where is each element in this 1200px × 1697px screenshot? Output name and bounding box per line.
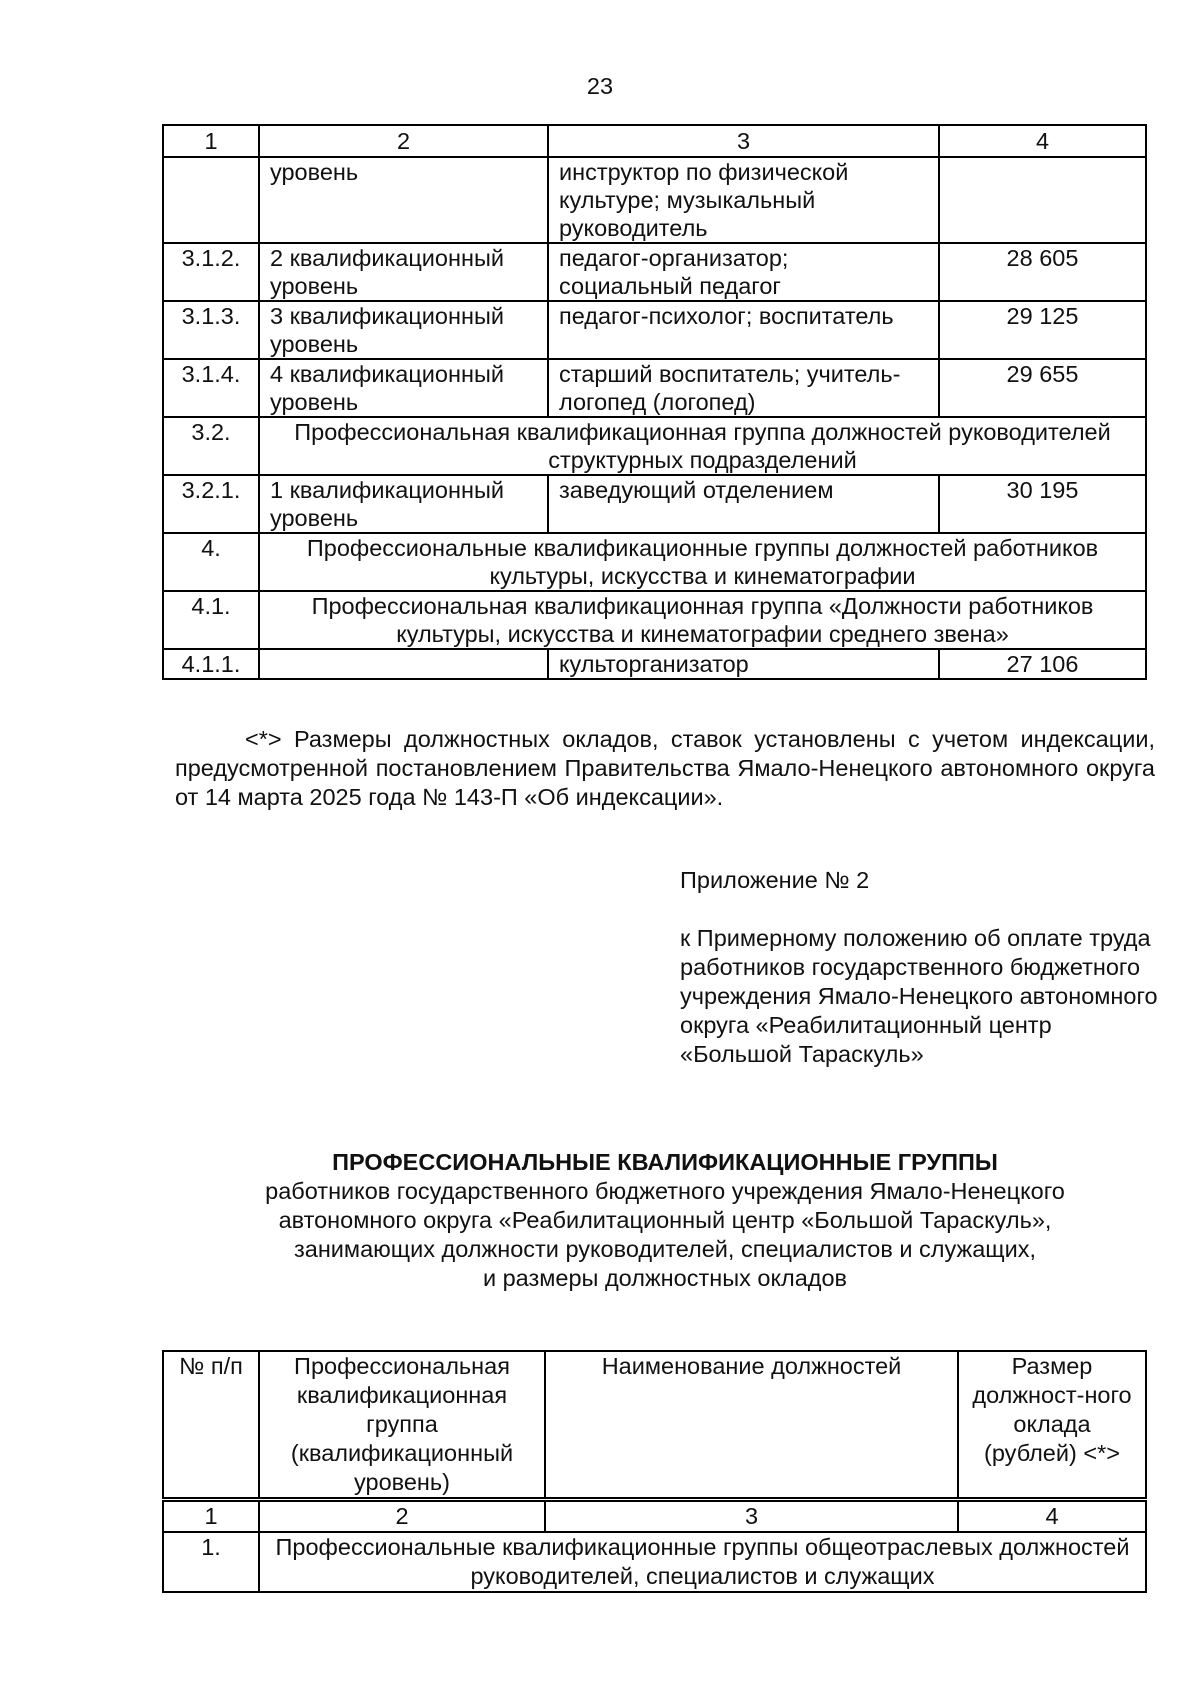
position-names: культорганизатор [548, 649, 939, 679]
row-number: 3.1.4. [163, 359, 259, 417]
row-number: 1. [163, 1532, 259, 1592]
row-number: 4.1. [163, 591, 259, 649]
column-number-1: 1 [163, 125, 259, 157]
heading-subtitle-line: занимающих должности руководителей, специалистов и служащих, [293, 1236, 1037, 1262]
group-heading: Профессиональные квалификационные группы общеотраслевых должностей руководителей, специалистов и служащих [259, 1532, 1146, 1592]
heading-subtitle-line: и размеры должностных окладов [482, 1265, 848, 1291]
position-names: инструктор по физической культуре; музыкальный руководитель [548, 157, 939, 243]
qualification-level: 3 квалификационный уровень [259, 301, 548, 359]
salary-value: 30 195 [939, 475, 1146, 533]
position-names: педагог-организатор; социальный педагог [548, 243, 939, 301]
table-header-row [163, 1351, 1146, 1498]
row-number: 3.1.2. [163, 243, 259, 301]
heading-subtitle-line: автономного округа «Реабилитационный центр «Большой Тараскуль», [278, 1207, 1052, 1233]
column-number-4: 4 [958, 1501, 1146, 1532]
qualification-level: 2 квалификационный уровень [259, 243, 548, 301]
salary-value: 28 605 [939, 243, 1146, 301]
qualification-level: 1 квалификационный уровень [259, 475, 548, 533]
qualification-level: уровень [259, 157, 548, 243]
column-header-number: № п/п [163, 1351, 259, 1498]
group-heading: Профессиональные квалификационные группы должностей работников культуры, искусства и кинематографии [259, 533, 1146, 591]
table-row-group-heading [163, 533, 1146, 591]
table-row [163, 301, 1146, 359]
row-number: 3.1.3. [163, 301, 259, 359]
column-number-2: 2 [259, 125, 548, 157]
table-row [163, 649, 1146, 679]
qualification-level: 4 квалификационный уровень [259, 359, 548, 417]
column-number-4: 4 [939, 125, 1146, 157]
table-header-row [163, 125, 1146, 157]
table-row-group-heading [163, 417, 1146, 475]
position-names: старший воспитатель; учитель-логопед (логопед) [548, 359, 939, 417]
salary-table-continued [162, 124, 1147, 680]
position-names: заведующий отделением [548, 475, 939, 533]
salary-value: 29 655 [939, 359, 1146, 417]
salary-value [939, 157, 1146, 243]
column-number-2: 2 [259, 1501, 545, 1532]
salary-value: 27 106 [939, 649, 1146, 679]
column-number-1: 1 [163, 1501, 259, 1532]
appendix-title: Приложение № 2 [680, 867, 870, 893]
table-row-group-heading [163, 1532, 1146, 1592]
heading-title: ПРОФЕССИОНАЛЬНЫЕ КВАЛИФИКАЦИОННЫЕ ГРУППЫ [332, 1149, 998, 1175]
page-number: 23 [586, 73, 614, 99]
group-heading: Профессиональная квалификационная группа «Должности работников культуры, искусства и кинематографии среднего звена» [259, 591, 1146, 649]
group-heading: Профессиональная квалификационная группа должностей руководителей структурных подразделений [259, 417, 1146, 475]
salary-table-header [162, 1350, 1147, 1499]
appendix-reference: к Примерному положению об оплате труда работников государственного бюджетного учреждения Ямало-Ненецкого автономного округа «Реабилитационный центр «Большой Тараскуль» [680, 925, 1158, 1067]
row-number: 4.1.1. [163, 649, 259, 679]
row-number: 3.2. [163, 417, 259, 475]
heading-subtitle-line: работников государственного бюджетного учреждения Ямало-Ненецкого [265, 1178, 1065, 1204]
document-heading [170, 1148, 1160, 1293]
salary-table-body [162, 1500, 1147, 1593]
column-number-3: 3 [548, 125, 939, 157]
row-number: 4. [163, 533, 259, 591]
row-number [163, 157, 259, 243]
column-header-group: Профессиональная квалификационная группа (квалификационный уровень) [259, 1351, 545, 1498]
table-row [163, 475, 1146, 533]
qualification-level [259, 649, 548, 679]
table-row [163, 157, 1146, 243]
table-number-row [163, 1501, 1146, 1532]
column-header-salary: Размер должност-ного оклада (рублей) <*> [958, 1351, 1146, 1498]
position-names: педагог-психолог; воспитатель [548, 301, 939, 359]
table-row-group-heading [163, 591, 1146, 649]
row-number: 3.2.1. [163, 475, 259, 533]
table-row [163, 243, 1146, 301]
column-number-3: 3 [545, 1501, 958, 1532]
salary-value: 29 125 [939, 301, 1146, 359]
footnote: <*> Размеры должностных окладов, ставок установлены с учетом индексации, предусмотренной постановлением Правительства Ямало-Ненецкого автономного округа от 14 марта 2025 года № 143-П «Об индексации». [175, 726, 1155, 810]
column-header-positions: Наименование должностей [545, 1351, 958, 1498]
table-row [163, 359, 1146, 417]
